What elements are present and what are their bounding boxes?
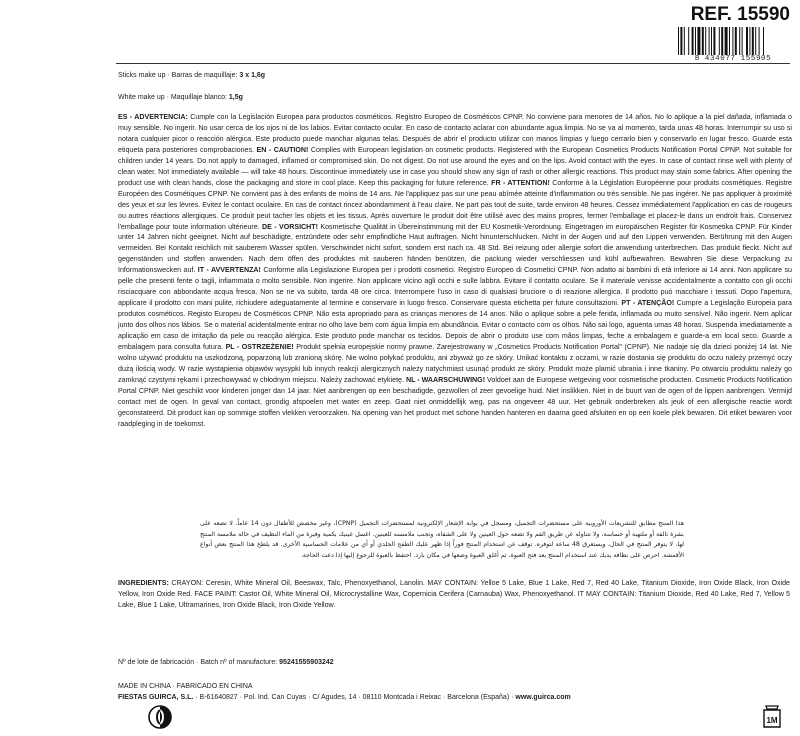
white-makeup-line: [118, 94, 243, 101]
barcode-bar: [684, 27, 685, 55]
warning-label-it: IT - AVVERTENZA!: [197, 266, 261, 275]
warning-label-pt: PT - ATENÇÃO!: [621, 299, 675, 308]
barcode-bar: [695, 27, 696, 55]
green-dot-recycle-icon: [148, 705, 172, 729]
batch-line: [118, 659, 334, 666]
warning-text-fr: Conforme à la Législation Européenne pour produits cosmétiques. Registre Européen des Cosmétiques CPNP. Ne convient pas à des enfants de moins de 14 ans. Ne l'appliquez pas sur une peau abîmée atteinte d'inflammation ou très sensible. Ne pas ingérer. Ne pas appliquer à proximité des yeux et sur les lèvres. Evitez le contact oculaire. En cas de contact rincez abondamment à l'eau claire. Ne part pas tout de suite, tarde environ 48 heures. Cessez immédiatement l'application en cas de rougeurs ou autres réactions allergiques. Ce produit peut tacher les objets et les tissus. Après ouverture le produit doit être utilisé avec des mains propres, fermer l'emballage et placez-le dans un endroit frais. Conservez l'emballage pour toute information ultérieure.: [118, 178, 792, 231]
barcode-bar: [711, 27, 712, 55]
warning-text-it: Conforme alla Legislazione Europea per i prodotti cosmetici. Registro Europeo di Cosmetici CPNP. Non adatto ai bambini di età inferiore ai 14 anni. Non applicare su pelle che presenti ferite o tagli, infiammata o molto sensibile. Non ingerire. Non applicare vicino agli occhi e sulle labbra. Evitare il contatto oculare. Se il materiale venisse accidentalmente a contatto con gli occhi risciacquare con abbondante acqua fresca. Non se ne va subito, tarda 48 ore circa. Interrompere l'uso in caso di qualsiasi bruciore o di reazione allergica. Il prodotto può macchiare i tessuti. Dopo l'apertura, applicare il prodotto con mani pulite, richiudere adeguatamente al termine e conservare in luogo fresco. Conservare questa etichetta per future consultazioni.: [118, 266, 792, 308]
warnings-paragraph: [118, 112, 792, 430]
barcode-bar: [749, 27, 750, 55]
company-name: FIESTAS GUIRCA, S.L.: [118, 694, 194, 701]
barcode-bar: [713, 27, 715, 55]
warning-text-nl: Voldoet aan de Europese wetgeving voor cosmetische producten. Cosmetic Products Notification Portal CPNP. Niet geschikt voor kinderen jonger dan 14 jaar. Niet aanbrengen op een beschadigde, gezwollen of zeer gevoelige huid. Niet inslikken. Niet in de buurt van de ogen of de lippen aanbrengen. Vermijd contact met de ogen. In geval van contact, grondig afspoelen met water en zeep. Gaat niet onmiddellijk weg, pas na ongeveer 48 uur. Het gebruik onderbreken als jeuk of een allergische reactie wordt geconstateerd. Dit product kan op sommige stoffen vlekken veroorzaken. Na opening van het product met schone handen hanteren en daarna goed afsluiten en op een koele plek bewaren. Dit etiket bewaren voor raadpleging in de toekomst.: [118, 375, 792, 428]
batch-label: Nº de lote de fabricación · Batch nº of manufacture:: [118, 659, 280, 666]
warning-text-pl: Produkt spełnia europejskie normy prawne. Zarejestrowany w „Cosmetics Products Notification Portal" (CPNP). Nie nadaje się dla dzieci poniżej 14 lat. Nie wolno używać produktu na uszkodzoną, poparzoną lub zranioną skórę. Nie wolno połykać produktu, ani zbyważ go ze skóry. Unikać kontaktu z oczami, w razie dostania się produktu do oczu należy przemyć oczy dużą ilością wody. W razie wystąpienia objawów wysypki lub innych reakcji alergicznych należy natychmiast usunąć produkt ze skóry. Produkt może plamić ubrania i inne tkaniny. Po otwarciu produktu należy go zamknąć czystymi rękami i przechowywać w chłodnym miejscu. Należy zachować etykietę.: [118, 343, 792, 384]
warning-label-de: DE - VORSICHT!: [262, 222, 318, 231]
company-web: www.guirca.com: [515, 694, 571, 701]
warning-text-es: Cumple con la Legislación Europea para productos cosméticos. Registro Europeo de Cosméticos CPNP. No conviene para menores de 14 años. No lo aplique a la piel dañada, inflamada o muy sensible. No ingerir. No usar cerca de los ojos ni de los labios. Evitar contacto ocular. En caso de contacto aclarar con abundante agua limpia. No se va al momento, tarda unas 48 horas. Interrumpir su uso si notara cualquier picor o reacción alérgica. Este producto puede manchar algunas telas. Después de abrir el producto utilizar con manos limpias y luego cerrarlo bien y conservarlo en lugar fresco. Guarde esta etiqueta para posteriores comprobaciones.: [118, 113, 792, 154]
barcode-bar: [752, 27, 754, 55]
ingredients-text: CRAYON: Ceresin, White Mineral Oil, Beeswax, Talc, Phenoxyethanol, Lanolin. MAY CONTAIN: Yelloe 5 Lake, Blue 1 Lake, Red 7, Red 40 Lake, Titanium Dioxide, Iron Oxide Black, Iron Oxide Yellow, Iron Oxide Red. FACE PAINT: Castor Oil, White Mineral Oil, Microcrystalline Wax, Copernicia Cerifera (Carnauba) Wax, Phenoxyethanol. IT MAY CONTAIN: Titanium Dioxide, Red 40 Lake, Red 7, Yellow 5 Lake, Blue 1 Lake, Ultramarines, Iron Oxide Black, Iron Oxide Yellow.: [118, 579, 790, 609]
sticks-label: Sticks make up · Barras de maquillaje:: [118, 72, 240, 79]
batch-number: 95241555903242: [279, 659, 334, 666]
header-divider: [116, 63, 790, 64]
white-makeup-value: 1,5g: [228, 94, 243, 101]
barcode-bar: [697, 27, 700, 55]
barcode-bar: [725, 27, 728, 55]
ingredients-paragraph: [118, 578, 790, 611]
sticks-value: 3 x 1,6g: [239, 72, 266, 79]
barcode-bar: [759, 27, 760, 55]
barcode-bar: [678, 27, 679, 55]
barcode-bar: [729, 27, 730, 55]
barcode-bar: [709, 27, 710, 55]
barcode-bar: [763, 27, 764, 55]
barcode-bar: [705, 27, 706, 55]
company-line: [118, 694, 571, 701]
warning-text-en: Complies with European legislation on cosmetic products. Registered with the European Cosmetics Products Notification Portal CPNP. Not suitable for children under 14 years. Do not apply to damaged, inflamed or compromised skin. Do not digest. Do not use around the eyes and on the lips. Avoid contact with the eyes. In case of contact rinse well with plenty of clean water. Not immediately available — will take 48 hours. Discontinue immediately use in case you should show any sign of rash or other allergic reactions. This product may stain some fabrics. After opening the product use with clean hands, close the packaging and store in cool place. Keep this packaging for future reference.: [118, 145, 793, 187]
barcode-bar: [735, 27, 737, 55]
warning-label-nl: NL - WAARSCHUWING!: [405, 375, 486, 384]
barcode-bar: [732, 27, 733, 55]
warning-text-pt: Cumpre a Legislação Europeia para produtos cosméticos. Registo Europeu de Cosméticos CPNP. Não esta apropriado para as crianças menores de 14 anos. Não o aplique sobre a pele ferida, inflamada ou muito sensível. Não ingerir. Nem aplicar junto dos olhos nos lábios. Se o material acidentalmente entrar no olho lave bem com água limpia em abundância. Evitar o contacto com os olhos. Não sai logo, aguenta umas 48 horas. Suspenda imediatamente a aplicação em caso de irritação da pele ou reacção alérgica. Este produto pode manchar os tecidos. Depois de abrir o produto use com mãos limpas, feche a embalagem e guarde-a em local seco. Guarde a embalagem para consulta futura.: [118, 299, 792, 352]
barcode-bar: [680, 27, 682, 55]
arabic-warning: هذا المنتج مطابق للتشريعات الأوروبية على مستحضرات التجميل، ومسجل في بوابة الإشعار الإلكترونية لمستحضرات التجميل (CPNP)، وغير مخصص للأطفال دون 14 عاماً. لا تضعه على بشرة تالفة أو ملتهبة أو حساسة، ولا تتناوله عن طريق الفم ولا تضعه حول العينين ولا على الشفاه، وتجنب ملامسته للعينين. اغسل عينيك بكمية وفيرة من الماء النظيف في حالة ملامسة المنتج لها. لا يتوفر المنتج في الحال، ويستغرق 48 ساعة لتوفره. توقف عن استخدام المنتج فوراً إذا ظهر عليك الطفح الجلدي أو أي من علامات الحساسية الأخرى. قد يلطخ هذا المنتج بعض أنواع الأقمشة. احرص على نظافة يديك عند استخدام المنتج بعد فتح العبوة، ثم أغلق العبوة وضعها في مكان بارد. احتفظ بالعبوة للرجوع إليها إذا دعت الحاجة.: [200, 520, 684, 559]
sticks-line: [118, 72, 265, 79]
barcode-bar: [702, 27, 704, 55]
product-reference: REF. 15590: [690, 4, 790, 25]
made-in-line: MADE IN CHINA · FABRICADO EN CHINA: [118, 683, 253, 690]
pao-1m-icon: [760, 701, 784, 729]
warning-label-pl: PL - OSTRZEŻENIE!: [225, 343, 294, 352]
barcode-bar: [746, 27, 748, 55]
barcode: [678, 27, 790, 55]
pao-label: 1M: [766, 716, 778, 725]
barcode-bar: [719, 27, 720, 55]
warning-label-fr: FR - ATTENTION!: [491, 178, 550, 187]
company-address: · B-61640827 · Pol. Ind. Can Cuyas · C/ Agudes, 14 · 08110 Montcada i Reixac · Barcelona (España) ·: [193, 694, 516, 701]
barcode-bar: [755, 27, 756, 55]
barcode-bar: [692, 27, 694, 55]
warning-text-de: Kosmetische Qualität in Übereinstimmung mit der EU Kosmetik-Verordnung. Eingetragen im europäischen Register für Kosmetika CPNP. Für Kinder unter 14 Jahren nicht geeignet. Nicht auf beschädigte, entzündete oder sehr empfindliche Haut auftragen. Nicht hinunterschlucken. Nicht in der Augen und auf den Lippen verwenden. Berührung mit den Augen vermeiden. Bei Kontakt reichlich mit sauberem Wasser spülen. Verschwindet nicht sofort, sondern erst nach ca. 48 Std. Bei reizung oder allergie sofort die anwendung unterbrechen. Das produkt fleckt. Nicht auf gegenständen und stoffen anwenden. Nach dem öffen des produktes mit sauberen händen benützen, die packung wieder verschliessen und kühl aufbewahren. Bewahren Sie diese Verpackung zu Informationswecken auf.: [118, 222, 792, 275]
warning-label-es: ES - ADVERTENCIA:: [118, 113, 188, 121]
barcode-bar: [739, 27, 740, 55]
barcode-bar: [721, 27, 723, 55]
barcode-bar: [688, 27, 689, 55]
ingredients-label: INGREDIENTS:: [118, 579, 169, 587]
barcode-digits: 8 434077 155905: [694, 55, 772, 63]
warning-label-en: EN - CAUTION!: [256, 145, 309, 154]
barcode-bar: [742, 27, 743, 55]
white-makeup-label: White make up · Maquillaje blanco:: [118, 94, 229, 101]
